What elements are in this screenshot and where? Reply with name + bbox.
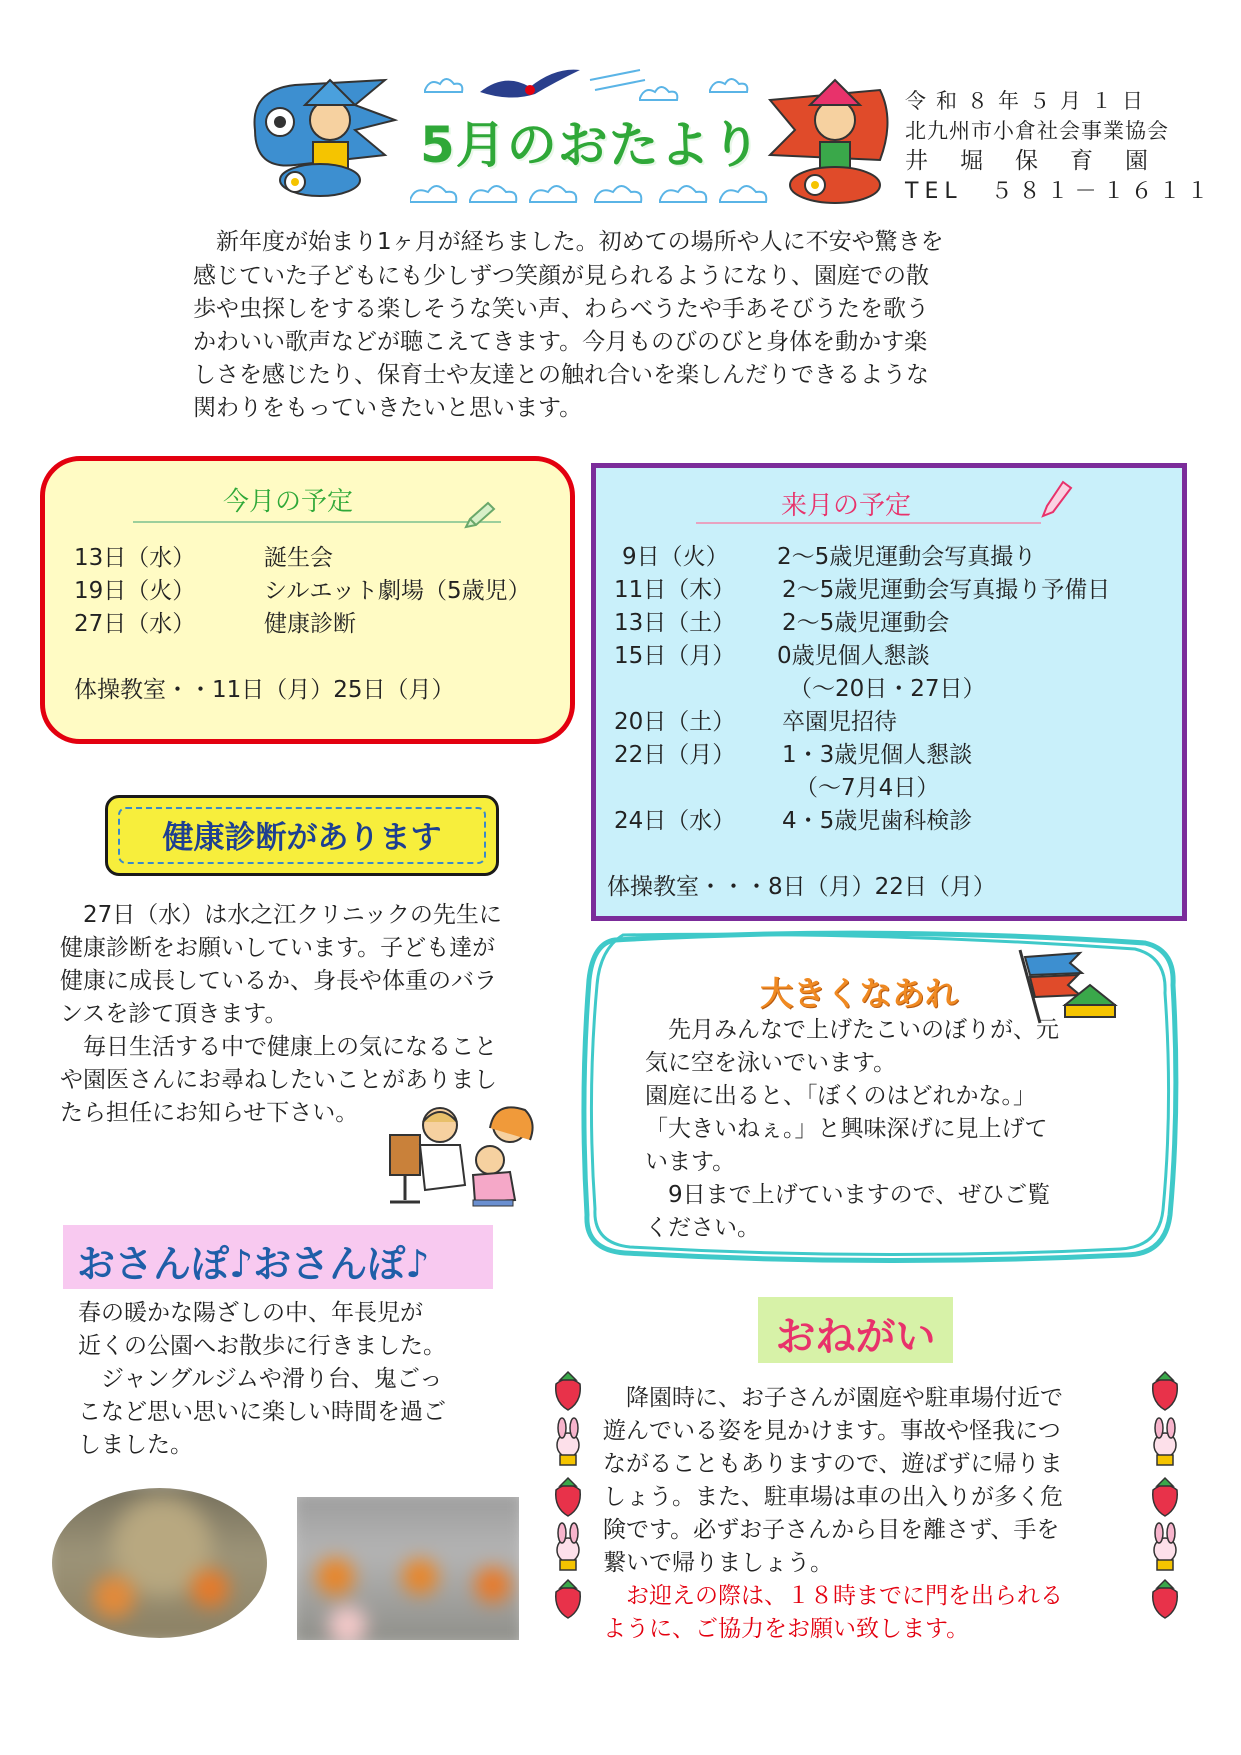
- text-line: 気に空を泳いでいます。: [645, 1050, 897, 1076]
- header-illustration-right: [760, 60, 900, 210]
- pencil-icon: [462, 501, 496, 531]
- event-date: 13日（土）: [614, 610, 736, 636]
- walk-section-title: おさんぽ♪おさんぽ♪: [77, 1242, 430, 1286]
- text-line: こなど思い思いに楽しい時間を過ご: [78, 1399, 446, 1425]
- text-line: しました。: [78, 1432, 193, 1458]
- strawberry-rabbit-border-left: [548, 1370, 588, 1630]
- doctor-checkup-illustration: [385, 1100, 545, 1210]
- intro-line: 感じていた子どもにも少しずつ笑顔が見られるようになり、園庭での散: [193, 263, 929, 289]
- walk-photo-2: [297, 1497, 519, 1640]
- koinobori-title: 大きくなあれ: [760, 974, 958, 1013]
- gym-class-schedule: 体操教室・・・8日（月）22日（月）: [607, 874, 996, 900]
- event-name: 0歳児個人懇談: [777, 643, 930, 669]
- request-title: おねがい: [775, 1314, 936, 1360]
- text-line: 園庭に出ると、「ぼくのはどれかな。」: [645, 1083, 1036, 1109]
- text-line: たら担任にお知らせ下さい。: [60, 1100, 359, 1126]
- text-line: ジャングルジムや滑り台、鬼ごっ: [78, 1366, 443, 1392]
- koinobori-icon: [1010, 945, 1120, 1025]
- event-note: （～20日・27日）: [789, 676, 986, 702]
- text-line: 健康診断をお願いしています。子ども達が: [60, 935, 496, 961]
- next-month-box: [591, 463, 1187, 921]
- event-date: 24日（水）: [614, 808, 736, 834]
- event-date: 22日（月）: [614, 742, 736, 768]
- page-title: 5月のおたより: [420, 116, 762, 174]
- text-line: 降園時に、お子さんが園庭や駐車場付近で: [603, 1385, 1063, 1411]
- intro-line: 歩や虫探しをする楽しそうな笑い声、わらべうたや手あそびうたを歌う: [193, 296, 929, 322]
- event-note: （～7月4日）: [795, 775, 940, 801]
- heading-underline: [133, 521, 501, 523]
- text-line: います。: [645, 1149, 736, 1175]
- next-month-heading: 来月の予定: [781, 491, 912, 521]
- text-line: 遊んでいる姿を見かけます。事故や怪我につ: [603, 1418, 1061, 1444]
- event-name: 誕生会: [264, 545, 333, 571]
- event-name: 2～5歳児運動会写真撮り: [777, 544, 1037, 570]
- text-line: 険です。必ずお子さんから目を離さず、手を: [603, 1517, 1060, 1543]
- this-month-heading: 今月の予定: [223, 487, 354, 517]
- event-name: シルエット劇場（5歳児）: [264, 578, 531, 604]
- intro-line: 新年度が始まり1ヶ月が経ちました。初めての場所や人に不安や驚きを: [193, 229, 944, 255]
- text-line: しょう。また、駐車場は車の出入りが多く危: [603, 1484, 1063, 1510]
- text-line: 繋いで帰りましょう。: [603, 1550, 833, 1576]
- header-illustration-left: [235, 60, 425, 200]
- heading-underline: [696, 522, 1041, 524]
- request-title-bar: [758, 1297, 953, 1363]
- text-line: ながることもありますので、遊ばずに帰りま: [603, 1451, 1063, 1477]
- text-line: 近くの公園へお散歩に行きました。: [78, 1333, 446, 1359]
- text-line: 健康に成長しているか、身長や体重のバラ: [60, 968, 497, 994]
- walk-photo-1: [52, 1488, 267, 1638]
- event-name: 1・3歳児個人懇談: [782, 742, 973, 768]
- event-date: 15日（月）: [614, 643, 736, 669]
- text-line: 「大きいねぇ。」と興味深げに見上げて: [645, 1116, 1048, 1142]
- event-name: 4・5歳児歯科検診: [782, 808, 973, 834]
- event-name: 2～5歳児運動会: [782, 610, 950, 636]
- event-name: 卒園児招待: [782, 709, 897, 735]
- pickup-notice-line: お迎えの際は、１８時までに門を出られる: [603, 1583, 1063, 1609]
- walk-section-title-bar: [63, 1225, 493, 1289]
- event-date: 11日（木）: [614, 577, 736, 603]
- health-check-badge: [105, 795, 499, 876]
- text-line: 9日まで上げていますので、ぜひご覧: [645, 1182, 1051, 1208]
- text-line: や園医さんにお尋ねしたいことがありまし: [60, 1067, 497, 1093]
- text-line: 毎日生活する中で健康上の気になること: [60, 1034, 497, 1060]
- event-name: 2～5歳児運動会写真撮り予備日: [782, 577, 1111, 603]
- event-date: 27日（水）: [74, 611, 196, 637]
- gym-class-schedule: 体操教室・・11日（月）25日（月）: [74, 677, 455, 703]
- text-line: ンスを診て頂きます。: [60, 1001, 288, 1027]
- event-date: 13日（水）: [74, 545, 196, 571]
- intro-line: 関わりをもっていきたいと思います。: [193, 395, 583, 421]
- text-line: 27日（水）は水之江クリニックの先生に: [60, 902, 502, 928]
- intro-line: しさを感じたり、保育士や友達との触れ合いを楽しんだりできるような: [193, 362, 929, 388]
- health-check-title: 健康診断があります: [162, 820, 442, 856]
- pencil-icon: [1039, 480, 1073, 520]
- org-name: 北九州市小倉社会事業協会: [905, 119, 1169, 143]
- text-line: 先月みんなで上げたこいのぼりが、元: [645, 1017, 1059, 1043]
- event-date: 19日（火）: [74, 578, 196, 604]
- text-line: ください。: [645, 1215, 760, 1241]
- this-month-box: [40, 456, 575, 744]
- event-name: 健康診断: [264, 611, 356, 637]
- phone-number: TEL ５８１－１６１１: [905, 179, 1215, 204]
- pickup-notice-line: ように、ご協力をお願い致します。: [603, 1616, 970, 1642]
- strawberry-rabbit-border-right: [1145, 1370, 1185, 1630]
- intro-line: かわいい歌声などが聴こえてきます。今月ものびのびと身体を動かす楽: [193, 329, 928, 355]
- text-line: 春の暖かな陽ざしの中、年長児が: [78, 1300, 423, 1326]
- event-date: 9日（火）: [622, 544, 729, 570]
- event-date: 20日（土）: [614, 709, 736, 735]
- nursery-name: 井堀保育園: [905, 148, 1180, 174]
- issue-date: 令和８年５月１日: [905, 89, 1153, 113]
